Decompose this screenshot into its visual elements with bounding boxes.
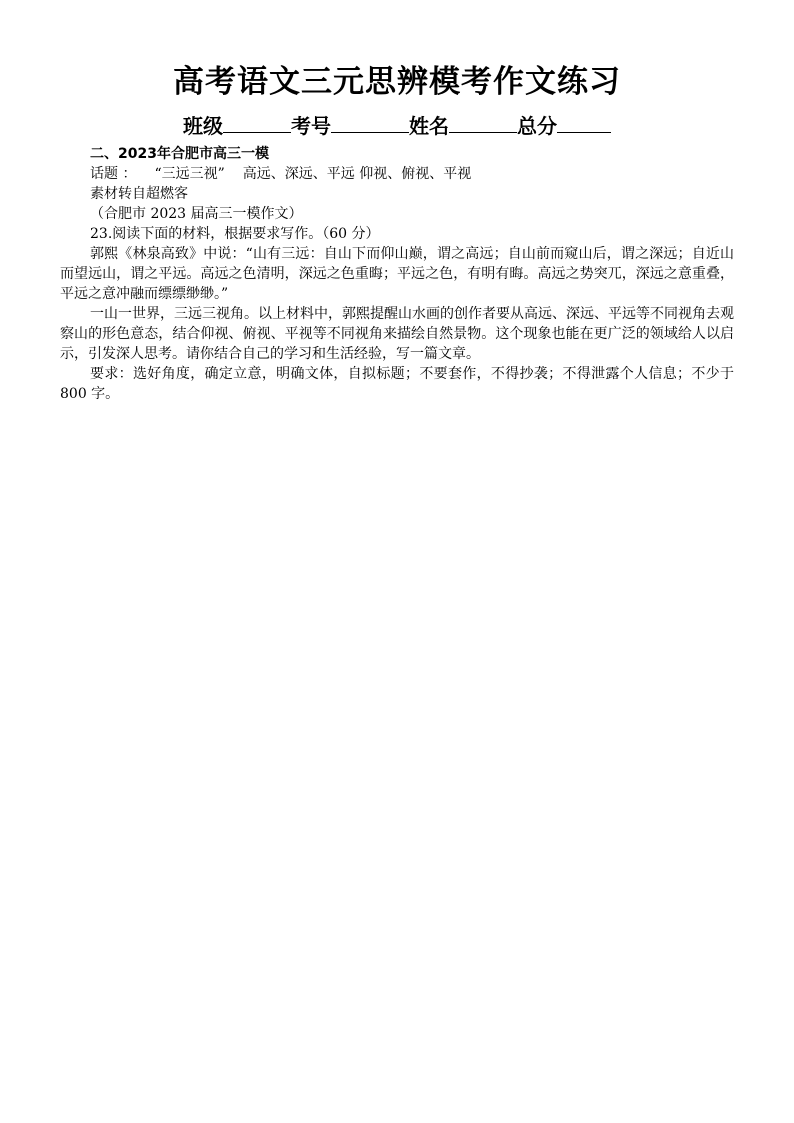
class-label: 班级 xyxy=(183,114,223,138)
topic-keywords: 高远、深远、平远 仰视、俯视、平视 xyxy=(242,166,472,182)
score-blank xyxy=(557,112,611,133)
source-note: 素材转自超燃客 xyxy=(90,186,188,202)
topic-quote: “三远三视” xyxy=(154,166,225,182)
name-label: 姓名 xyxy=(409,114,449,138)
name-blank xyxy=(449,112,517,133)
document-body xyxy=(60,144,734,404)
exam-name: （合肥市 2023 届高三一模作文） xyxy=(90,206,303,222)
topic-line xyxy=(60,164,734,184)
exam-number-label: 考号 xyxy=(291,114,331,138)
student-info-line xyxy=(0,112,794,140)
section-heading: 二、2023年合肥市高三一模 xyxy=(90,146,269,162)
requirements-paragraph: 要求：选好角度，确定立意，明确文体，自拟标题；不要套作，不得抄袭；不得泄露个人信息；不少于 800 字。 xyxy=(60,366,734,402)
exam-number-blank xyxy=(331,112,409,133)
analysis-paragraph: 一山一世界，三远三视角。以上材料中，郭熙提醒山水画的创作者要从高远、深远、平远等不同视角去观察山的形色意态，结合仰视、俯视、平视等不同视角来描绘自然景物。这个现象也能在更广泛的领域给人以启示，引发深人思考。请你结合自己的学习和生活经验，写一篇文章。 xyxy=(60,306,734,362)
material-paragraph: 郭熙《林泉高致》中说：“山有三远：自山下而仰山巅，谓之高远；自山前而窥山后，谓之深远；自近山而望远山，谓之平远。高远之色清明，深远之色重晦；平远之色，有明有晦。高远之势突兀，深远之意重叠，平远之意冲融而缥缥缈缈。” xyxy=(60,246,734,302)
document-title: 高考语文三元思辨模考作文练习 xyxy=(173,64,621,100)
question-prompt: 23.阅读下面的材料，根据要求写作。（60 分） xyxy=(90,226,380,242)
class-blank xyxy=(223,112,291,133)
topic-label: 话题 ： xyxy=(90,166,137,182)
score-label: 总分 xyxy=(517,114,557,138)
